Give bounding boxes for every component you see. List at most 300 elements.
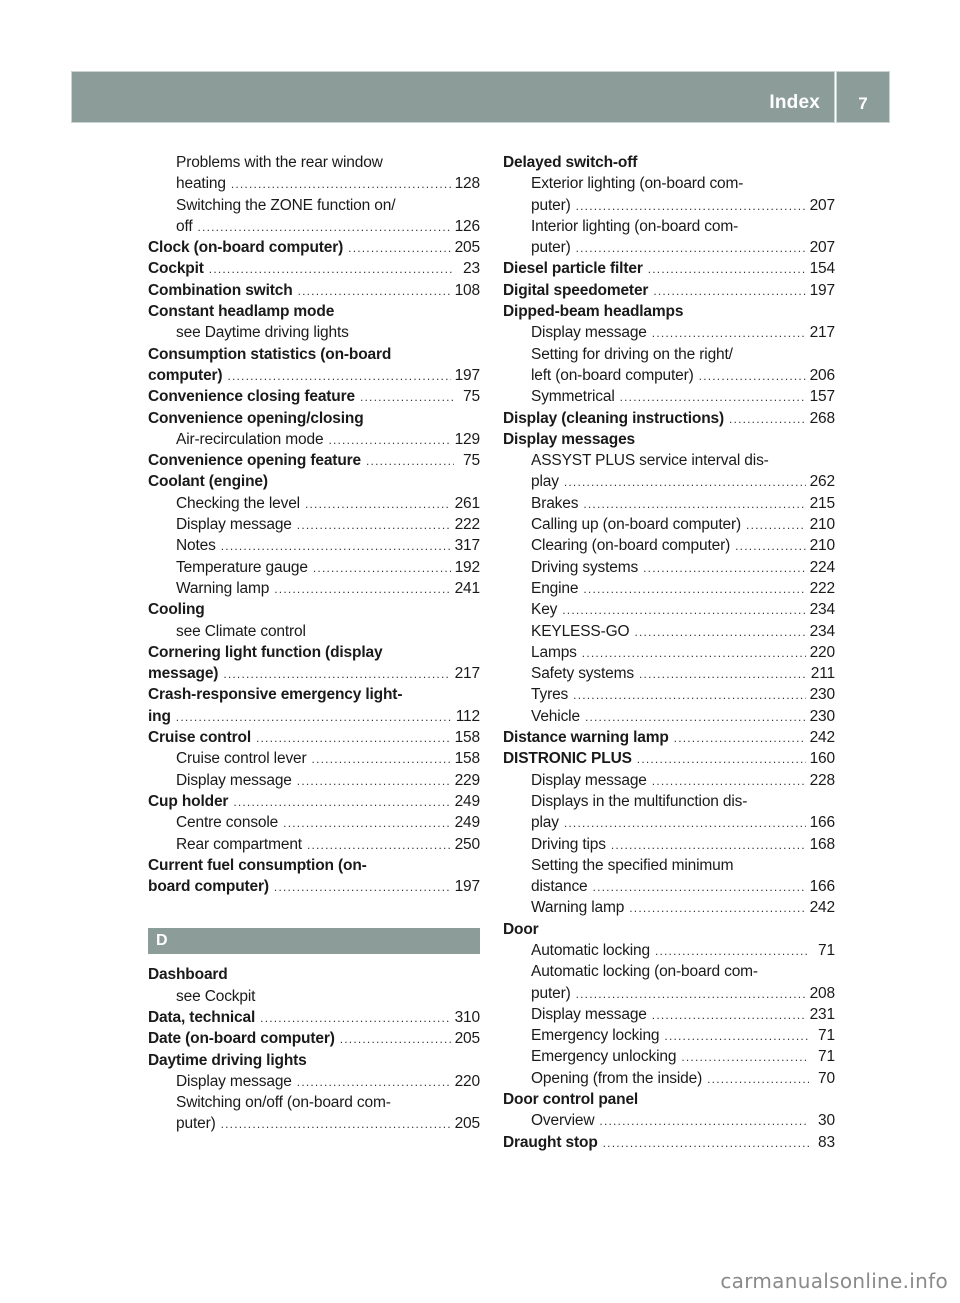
index-subentry[interactable] xyxy=(503,1046,835,1067)
entry-text: Warning lamp xyxy=(176,579,270,597)
page-reference[interactable]: 75 xyxy=(463,452,480,470)
index-entry xyxy=(148,408,480,429)
page-reference[interactable]: 250 xyxy=(454,835,480,853)
index-entry[interactable] xyxy=(148,237,480,258)
page-reference[interactable]: 220 xyxy=(454,1072,480,1090)
dot-leader xyxy=(283,813,450,834)
index-subentry xyxy=(148,322,480,343)
entry-text: Convenience opening feature xyxy=(148,452,361,470)
entry-text: Daytime driving lights xyxy=(148,1051,307,1069)
index-entry[interactable] xyxy=(148,1007,480,1028)
index-entry[interactable] xyxy=(503,280,835,301)
entry-text: Switching on/off (on-board com- xyxy=(176,1094,391,1112)
index-subentry[interactable] xyxy=(148,834,480,855)
entry-text: Lamps xyxy=(531,643,577,661)
index-entry xyxy=(503,429,835,450)
page-reference[interactable]: 215 xyxy=(809,494,835,512)
index-subentry[interactable] xyxy=(503,514,835,535)
dot-leader xyxy=(611,835,806,856)
left-entries-top xyxy=(148,152,480,897)
dot-leader xyxy=(735,536,805,557)
index-entry[interactable] xyxy=(148,280,480,301)
entry-text: Display message xyxy=(531,771,647,789)
index-subentry[interactable] xyxy=(503,812,835,833)
dot-leader xyxy=(583,494,805,515)
page-reference[interactable]: 262 xyxy=(809,473,835,491)
index-subentry[interactable] xyxy=(503,599,835,620)
entry-text: Digital speedometer xyxy=(503,281,649,299)
entry-text: puter) xyxy=(531,196,571,214)
page-reference[interactable]: 205 xyxy=(454,1030,480,1048)
dot-leader xyxy=(652,323,806,344)
index-subentry[interactable] xyxy=(503,493,835,514)
page-reference[interactable]: 158 xyxy=(454,729,480,747)
index-entry xyxy=(148,471,480,492)
index-subentry[interactable] xyxy=(148,578,480,599)
dot-leader xyxy=(312,749,451,770)
dot-leader xyxy=(274,877,451,898)
page-reference[interactable]: 230 xyxy=(809,707,835,725)
entry-text: Brakes xyxy=(531,494,579,512)
entry-text: Display message xyxy=(176,1072,292,1090)
entry-text: Data, technical xyxy=(148,1008,256,1026)
dot-leader xyxy=(227,366,450,387)
index-entry[interactable] xyxy=(148,450,480,471)
entry-text: Display (cleaning instructions) xyxy=(503,409,725,427)
page-reference[interactable]: 126 xyxy=(454,217,480,235)
index-subentry[interactable] xyxy=(503,983,835,1004)
entry-text: Door xyxy=(503,920,539,938)
entry-text: Engine xyxy=(531,579,579,597)
entry-text: ing xyxy=(148,707,171,725)
dot-leader xyxy=(583,579,805,600)
dot-leader xyxy=(564,472,806,493)
dot-leader xyxy=(629,898,805,919)
entry-text: Automatic locking xyxy=(531,941,650,959)
entry-text: Display message xyxy=(531,1005,647,1023)
dot-leader xyxy=(576,984,806,1005)
page-reference[interactable]: 249 xyxy=(454,792,480,810)
index-entry[interactable] xyxy=(148,706,480,727)
index-entry xyxy=(148,964,480,985)
entry-text: Door control panel xyxy=(503,1091,639,1109)
page-reference[interactable]: 210 xyxy=(809,516,835,534)
index-subentry[interactable] xyxy=(148,216,480,237)
index-subentry[interactable] xyxy=(503,897,835,918)
entry-text: Centre console xyxy=(176,814,279,832)
page-reference[interactable]: 83 xyxy=(818,1133,835,1151)
page-reference[interactable]: 234 xyxy=(809,622,835,640)
entry-text: Cruise control xyxy=(148,729,251,747)
page-reference[interactable]: 23 xyxy=(463,260,480,278)
entry-text: puter) xyxy=(531,239,571,257)
index-subentry[interactable] xyxy=(503,578,835,599)
entry-text: Dashboard xyxy=(148,966,228,984)
dot-leader xyxy=(221,1114,451,1135)
index-subentry[interactable] xyxy=(148,748,480,769)
page-reference[interactable]: 242 xyxy=(809,899,835,917)
page-reference[interactable]: 154 xyxy=(809,260,835,278)
index-entry xyxy=(503,301,835,322)
index-subentry[interactable] xyxy=(148,1071,480,1092)
index-subentry[interactable] xyxy=(503,1025,835,1046)
index-subentry[interactable] xyxy=(503,237,835,258)
entry-text: Opening (from the inside) xyxy=(531,1069,703,1087)
index-entry xyxy=(148,301,480,322)
index-subentry[interactable] xyxy=(148,535,480,556)
index-subentry xyxy=(148,986,480,1007)
page-reference[interactable]: 75 xyxy=(463,388,480,406)
index-subentry[interactable] xyxy=(503,621,835,642)
page-reference[interactable]: 112 xyxy=(455,707,480,725)
page-reference[interactable]: 205 xyxy=(454,1115,480,1133)
index-entry xyxy=(148,1050,480,1071)
dot-leader xyxy=(681,1047,809,1068)
page-reference[interactable]: 217 xyxy=(809,324,835,342)
page-number: 7 xyxy=(858,94,868,113)
dot-leader xyxy=(198,217,451,238)
page-reference[interactable]: 207 xyxy=(809,239,835,257)
index-subentry xyxy=(503,855,835,876)
dot-leader xyxy=(582,643,806,664)
index-subentry[interactable] xyxy=(503,557,835,578)
index-entry[interactable] xyxy=(148,727,480,748)
entry-text: DISTRONIC PLUS xyxy=(503,750,632,768)
page-reference[interactable]: 160 xyxy=(809,750,835,768)
page-reference[interactable]: 310 xyxy=(454,1008,480,1026)
entry-text: Cockpit xyxy=(148,260,204,278)
entry-text: Cornering light function (display xyxy=(148,643,383,661)
index-subentry[interactable] xyxy=(503,1110,835,1131)
index-subentry[interactable] xyxy=(148,557,480,578)
dot-leader xyxy=(746,515,806,536)
index-subentry[interactable] xyxy=(503,1004,835,1025)
left-column xyxy=(148,152,480,1135)
entry-text: Clearing (on-board computer) xyxy=(531,537,731,555)
index-entry[interactable] xyxy=(148,791,480,812)
dot-leader xyxy=(274,579,450,600)
index-subentry[interactable] xyxy=(503,642,835,663)
entry-text: puter) xyxy=(176,1115,216,1133)
index-subentry[interactable] xyxy=(148,812,480,833)
page-reference[interactable]: 197 xyxy=(809,281,835,299)
index-entry[interactable] xyxy=(503,748,835,769)
entry-text: message) xyxy=(148,665,219,683)
index-entry[interactable] xyxy=(148,1028,480,1049)
dot-leader xyxy=(297,1072,451,1093)
dot-leader xyxy=(637,749,806,770)
page-reference[interactable]: 242 xyxy=(809,729,835,747)
dot-leader xyxy=(256,728,451,749)
page-reference[interactable]: 261 xyxy=(454,494,480,512)
entry-text: Consumption statistics (on-board xyxy=(148,345,392,363)
dot-leader xyxy=(223,664,450,685)
page-reference[interactable]: 205 xyxy=(454,239,480,257)
page-reference[interactable]: 197 xyxy=(454,878,480,896)
index-entry[interactable] xyxy=(148,365,480,386)
index-subentry[interactable] xyxy=(503,834,835,855)
dot-leader xyxy=(603,1133,809,1154)
page-reference[interactable]: 197 xyxy=(454,366,480,384)
index-subentry[interactable] xyxy=(148,514,480,535)
index-entry xyxy=(148,642,480,663)
page-reference[interactable]: 241 xyxy=(454,579,480,597)
entry-text: KEYLESS-GO xyxy=(531,622,630,640)
entry-text: Tyres xyxy=(531,686,569,704)
entry-text: ASSYST PLUS service interval dis- xyxy=(531,452,769,470)
index-subentry[interactable] xyxy=(503,386,835,407)
page-reference[interactable]: 206 xyxy=(809,366,835,384)
page-reference[interactable]: 208 xyxy=(809,984,835,1002)
index-subentry xyxy=(148,152,480,173)
dot-leader xyxy=(639,664,807,685)
entry-text: distance xyxy=(531,878,588,896)
page-reference[interactable]: 228 xyxy=(809,771,835,789)
index-subentry[interactable] xyxy=(503,365,835,386)
dot-leader xyxy=(221,536,451,557)
page-reference[interactable]: 128 xyxy=(454,175,480,193)
index-subentry xyxy=(503,216,835,237)
page-reference[interactable]: 249 xyxy=(454,814,480,832)
page-reference[interactable]: 222 xyxy=(454,516,480,534)
dot-leader xyxy=(176,707,452,728)
page-reference[interactable]: 166 xyxy=(809,814,835,832)
index-entry[interactable] xyxy=(148,386,480,407)
dot-leader xyxy=(209,259,454,280)
entry-text: Coolant (engine) xyxy=(148,473,268,491)
entry-text: Safety systems xyxy=(531,665,634,683)
entry-text: Driving systems xyxy=(531,558,639,576)
index-subentry xyxy=(503,173,835,194)
right-column xyxy=(503,152,835,1153)
dot-leader xyxy=(643,558,805,579)
entry-text: Convenience closing feature xyxy=(148,388,355,406)
dot-leader xyxy=(260,1008,450,1029)
entry-text: Diesel particle filter xyxy=(503,260,643,278)
dot-leader xyxy=(653,281,805,302)
right-entries xyxy=(503,152,835,1153)
entry-text: Display message xyxy=(176,516,292,534)
page-reference[interactable]: 217 xyxy=(454,665,480,683)
entry-text: Constant headlamp mode xyxy=(148,303,335,321)
page-reference[interactable]: 231 xyxy=(809,1005,835,1023)
entry-text: Display message xyxy=(531,324,647,342)
page-reference[interactable]: 268 xyxy=(809,409,835,427)
page-reference[interactable]: 158 xyxy=(454,750,480,768)
index-entry[interactable] xyxy=(148,663,480,684)
index-entry[interactable] xyxy=(148,876,480,897)
dot-leader xyxy=(674,728,806,749)
page-reference[interactable]: 30 xyxy=(818,1112,835,1130)
page-reference[interactable]: 108 xyxy=(454,281,480,299)
page-reference[interactable]: 192 xyxy=(454,558,480,576)
page-reference[interactable]: 317 xyxy=(454,537,480,555)
page-reference[interactable]: 210 xyxy=(809,537,835,555)
dot-leader xyxy=(340,1029,451,1050)
entry-text: Draught stop xyxy=(503,1133,598,1151)
page-reference[interactable]: 222 xyxy=(809,579,835,597)
dot-leader xyxy=(233,792,450,813)
entry-text: see Daytime driving lights xyxy=(176,324,349,342)
dot-leader xyxy=(297,515,451,536)
dot-leader xyxy=(655,941,809,962)
entry-text: Setting for driving on the right/ xyxy=(531,345,733,363)
dot-leader xyxy=(328,430,450,451)
index-subentry[interactable] xyxy=(503,1068,835,1089)
page-reference[interactable]: 129 xyxy=(454,430,480,448)
page-reference[interactable]: 211 xyxy=(810,665,835,683)
entry-text: Current fuel consumption (on- xyxy=(148,856,367,874)
dot-leader xyxy=(305,494,451,515)
dot-leader xyxy=(366,451,454,472)
index-entry xyxy=(503,919,835,940)
dot-leader xyxy=(297,771,451,792)
page-reference[interactable]: 157 xyxy=(809,388,835,406)
index-entry xyxy=(503,152,835,173)
entry-text: see Cockpit xyxy=(176,987,256,1005)
entry-text: Clock (on-board computer) xyxy=(148,239,344,257)
dot-leader xyxy=(634,622,805,643)
entry-text: Symmetrical xyxy=(531,388,615,406)
page-reference[interactable]: 71 xyxy=(818,1048,835,1066)
page-reference[interactable]: 234 xyxy=(809,601,835,619)
entry-text: Temperature gauge xyxy=(176,558,308,576)
entry-text: Combination switch xyxy=(148,281,293,299)
entry-text: Emergency locking xyxy=(531,1027,660,1045)
index-subentry xyxy=(503,344,835,365)
index-subentry[interactable] xyxy=(503,940,835,961)
index-subentry[interactable] xyxy=(503,876,835,897)
index-entry[interactable] xyxy=(503,1132,835,1153)
index-entry xyxy=(148,855,480,876)
entry-text: Key xyxy=(531,601,558,619)
index-subentry[interactable] xyxy=(503,706,835,727)
dot-leader xyxy=(707,1069,809,1090)
entry-text: Checking the level xyxy=(176,494,300,512)
page-reference[interactable]: 71 xyxy=(818,941,835,959)
dot-leader xyxy=(313,558,451,579)
entry-text: Emergency unlocking xyxy=(531,1048,677,1066)
index-subentry[interactable] xyxy=(503,471,835,492)
dot-leader xyxy=(599,1111,809,1132)
index-entry xyxy=(503,1089,835,1110)
index-title: Index xyxy=(769,92,820,113)
watermark: carmanualsonline.info xyxy=(720,1269,948,1293)
index-subentry[interactable] xyxy=(503,770,835,791)
entry-text: Crash-responsive emergency light- xyxy=(148,686,403,704)
index-entry[interactable] xyxy=(503,258,835,279)
dot-leader xyxy=(573,685,805,706)
page-reference[interactable]: 71 xyxy=(818,1027,835,1045)
entry-text: Warning lamp xyxy=(531,899,625,917)
index-subentry[interactable] xyxy=(503,195,835,216)
entry-text: board computer) xyxy=(148,878,269,896)
dot-leader xyxy=(652,771,806,792)
dot-leader xyxy=(593,877,806,898)
page-number-box xyxy=(836,71,890,123)
dot-leader xyxy=(307,835,451,856)
header-bar xyxy=(71,71,835,123)
dot-leader xyxy=(652,1005,806,1026)
entry-text: Setting the specified minimum xyxy=(531,856,734,874)
dot-leader xyxy=(360,387,454,408)
entry-text: Problems with the rear window xyxy=(176,154,383,171)
index-entry xyxy=(148,599,480,620)
index-entry xyxy=(148,684,480,705)
page-reference[interactable]: 229 xyxy=(454,771,480,789)
index-subentry[interactable] xyxy=(503,322,835,343)
page-reference[interactable]: 207 xyxy=(809,196,835,214)
entry-text: Automatic locking (on-board com- xyxy=(531,963,758,981)
entry-text: Displays in the multifunction dis- xyxy=(531,792,748,810)
entry-text: computer) xyxy=(148,366,223,384)
entry-text: Calling up (on-board computer) xyxy=(531,516,742,534)
index-subentry[interactable] xyxy=(148,770,480,791)
entry-text: Delayed switch-off xyxy=(503,154,638,171)
entry-text: Driving tips xyxy=(531,835,606,853)
page-reference[interactable]: 230 xyxy=(809,686,835,704)
dot-leader xyxy=(348,238,450,259)
index-subentry[interactable] xyxy=(148,429,480,450)
entry-text: Rear compartment xyxy=(176,835,302,853)
index-subentry[interactable] xyxy=(148,173,480,194)
entry-text: Interior lighting (on-board com- xyxy=(531,217,739,235)
dot-leader xyxy=(664,1026,809,1047)
entry-text: puter) xyxy=(531,984,571,1002)
entry-text: left (on-board computer) xyxy=(531,366,694,384)
dot-leader xyxy=(729,409,806,430)
section-header-d: D xyxy=(148,928,480,954)
index-subentry[interactable] xyxy=(148,493,480,514)
page-reference[interactable]: 224 xyxy=(809,558,835,576)
index-entry[interactable] xyxy=(148,258,480,279)
dot-leader xyxy=(699,366,806,387)
index-subentry xyxy=(148,195,480,216)
entry-text: Overview xyxy=(531,1112,595,1130)
entry-text: Cruise control lever xyxy=(176,750,307,768)
entry-text: see Climate control xyxy=(176,622,306,640)
entry-text: Dipped-beam headlamps xyxy=(503,303,684,321)
page-reference[interactable]: 166 xyxy=(809,878,835,896)
index-subentry[interactable] xyxy=(503,535,835,556)
page-reference[interactable]: 220 xyxy=(809,643,835,661)
entry-text: Notes xyxy=(176,537,216,555)
entry-text: Date (on-board computer) xyxy=(148,1030,335,1048)
left-entries-bottom xyxy=(148,964,480,1134)
index-subentry[interactable] xyxy=(503,684,835,705)
page-reference[interactable]: 70 xyxy=(818,1069,835,1087)
index-entry[interactable] xyxy=(503,727,835,748)
index-entry[interactable] xyxy=(503,408,835,429)
dot-leader xyxy=(585,707,806,728)
index-subentry xyxy=(503,791,835,812)
dot-leader xyxy=(564,813,806,834)
index-subentry xyxy=(503,961,835,982)
dot-leader xyxy=(576,238,806,259)
page-reference[interactable]: 168 xyxy=(809,835,835,853)
index-subentry[interactable] xyxy=(148,1113,480,1134)
entry-text: Cup holder xyxy=(148,792,229,810)
entry-text: Display message xyxy=(176,771,292,789)
dot-leader xyxy=(620,387,806,408)
index-subentry xyxy=(503,450,835,471)
entry-text: play xyxy=(531,814,559,832)
entry-text: Vehicle xyxy=(531,707,580,725)
entry-text: Exterior lighting (on-board com- xyxy=(531,175,744,193)
entry-text: play xyxy=(531,473,559,491)
entry-text: heating xyxy=(176,175,226,193)
index-subentry[interactable] xyxy=(503,663,835,684)
